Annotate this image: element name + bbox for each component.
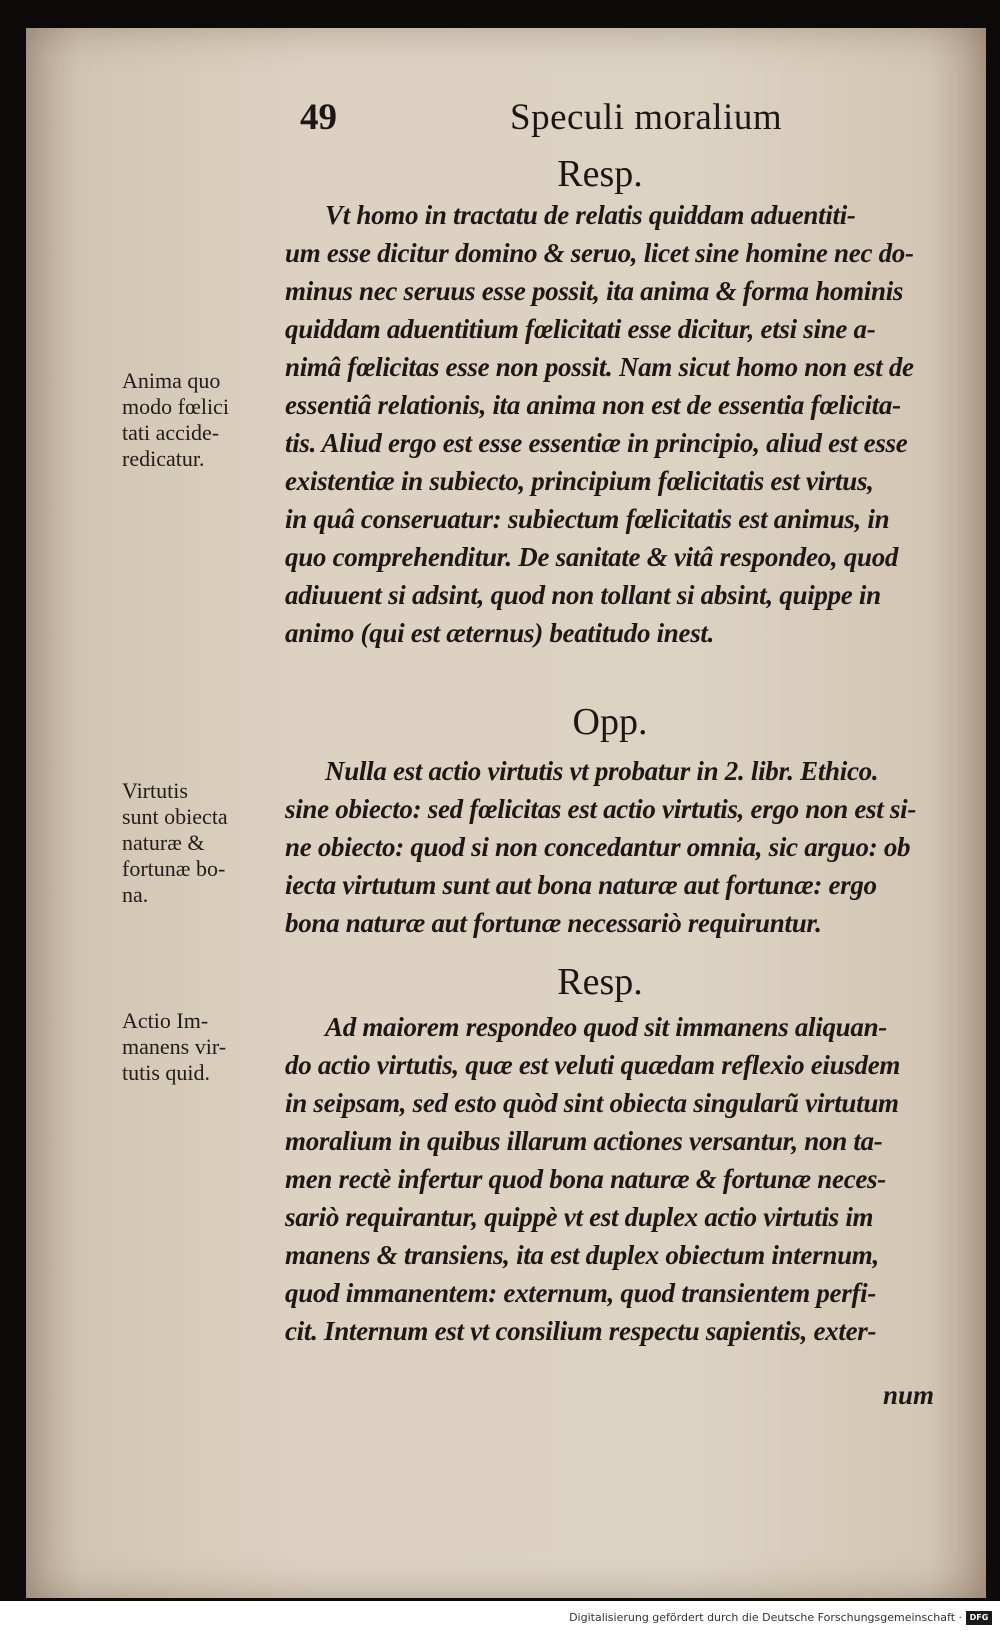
section-body-1 (285, 196, 950, 652)
text-line: in quâ conseruatur: subiectum fœlicitatis est animus, in (285, 504, 890, 534)
text-line: minus nec seruus esse possit, ita anima & forma hominis (285, 276, 904, 306)
catchword: num (882, 1380, 934, 1410)
text-line: existentiæ in subiecto, principium fœlicitatis est virtus, (285, 466, 874, 496)
margin-note-line: sunt obiecta (122, 804, 228, 829)
margin-note-line: na. (122, 882, 149, 907)
text-line: manens & transiens, ita est duplex obiectum internum, (285, 1240, 879, 1270)
text-line: essentiâ relationis, ita anima non est de essentia fœlicita- (285, 390, 901, 420)
text-line: Nulla est actio virtutis vt probatur in 2. libr. Ethico. (325, 756, 879, 786)
margin-note-line: Actio Im- (122, 1008, 209, 1033)
margin-note-line: tati accide- (122, 420, 220, 445)
text-line: in seipsam, sed esto quòd sint obiecta singularũ virtutum (285, 1088, 899, 1118)
text-line: bona naturæ aut fortunæ necessariò requiruntur. (285, 908, 822, 938)
text-line: quod immanentem: externum, quod transientem perfi- (285, 1278, 877, 1308)
text-line: adiuuent si adsint, quod non tollant si absint, quippe in (285, 580, 881, 610)
text-line: cit. Internum est vt consilium respectu sapientis, exter- (285, 1316, 877, 1346)
text-line: quo comprehenditur. De sanitate & vitâ respondeo, quod (285, 542, 899, 572)
text-line: Ad maiorem respondeo quod sit immanens aliquan- (325, 1012, 887, 1042)
footer-bar (0, 1601, 1000, 1631)
dfg-logo: DFG (966, 1611, 992, 1625)
margin-note-line: modo fœlici (122, 394, 229, 419)
running-title: Speculi moralium (510, 97, 783, 138)
text-line: nimâ fœlicitas esse non possit. Nam sicut homo non est de (285, 352, 914, 382)
section-heading-resp-1: Resp. (557, 153, 643, 195)
footer-credit: Digitalisierung gefördert durch die Deutsche Forschungsgemeinschaft · (569, 1611, 962, 1624)
margin-note-line: redicatur. (122, 446, 205, 471)
margin-note-3 (122, 1008, 282, 1086)
margin-note-1 (122, 368, 282, 472)
text-line: tis. Aliud ergo est esse essentiæ in principio, aliud est esse (285, 428, 908, 458)
margin-note-2 (122, 778, 282, 908)
text-line: sariò requirantur, quippè vt est duplex actio virtutis im (285, 1202, 874, 1232)
text-line: men rectè infertur quod bona naturæ & fortunæ neces- (285, 1164, 886, 1194)
text-line: iecta virtutum sunt aut bona naturæ aut fortunæ: ergo (285, 870, 877, 900)
margin-note-line: tutis quid. (122, 1060, 211, 1085)
text-line: ne obiecto: quod si non concedantur omnia, sic arguo: ob (285, 832, 911, 862)
margin-note-line: Virtutis (122, 778, 188, 803)
section-heading-opp: Opp. (572, 701, 648, 743)
text-line: um esse dicitur domino & seruo, licet sine homine nec do- (285, 238, 914, 268)
text-line: animo (qui est æternus) beatitudo inest. (285, 618, 715, 648)
page-number: 49 (300, 97, 337, 138)
section-heading-resp-2: Resp. (557, 961, 643, 1003)
section-body-2 (285, 752, 950, 942)
margin-note-line: naturæ & (122, 830, 205, 855)
text-line: sine obiecto: sed fœlicitas est actio virtutis, ergo non est si- (285, 794, 917, 824)
text-line: Vt homo in tractatu de relatis quiddam aduentiti- (325, 200, 856, 230)
section-body-3 (285, 1008, 950, 1350)
text-line: do actio virtutis, quæ est veluti quædam reflexio eiusdem (285, 1050, 901, 1080)
text-line: moralium in quibus illarum actiones versantur, non ta- (285, 1126, 883, 1156)
margin-note-line: fortunæ bo- (122, 856, 226, 881)
margin-note-line: manens vir- (122, 1034, 227, 1059)
text-line: quiddam aduentitium fœlicitati esse dicitur, etsi sine a- (285, 314, 876, 344)
margin-note-line: Anima quo (122, 368, 221, 393)
